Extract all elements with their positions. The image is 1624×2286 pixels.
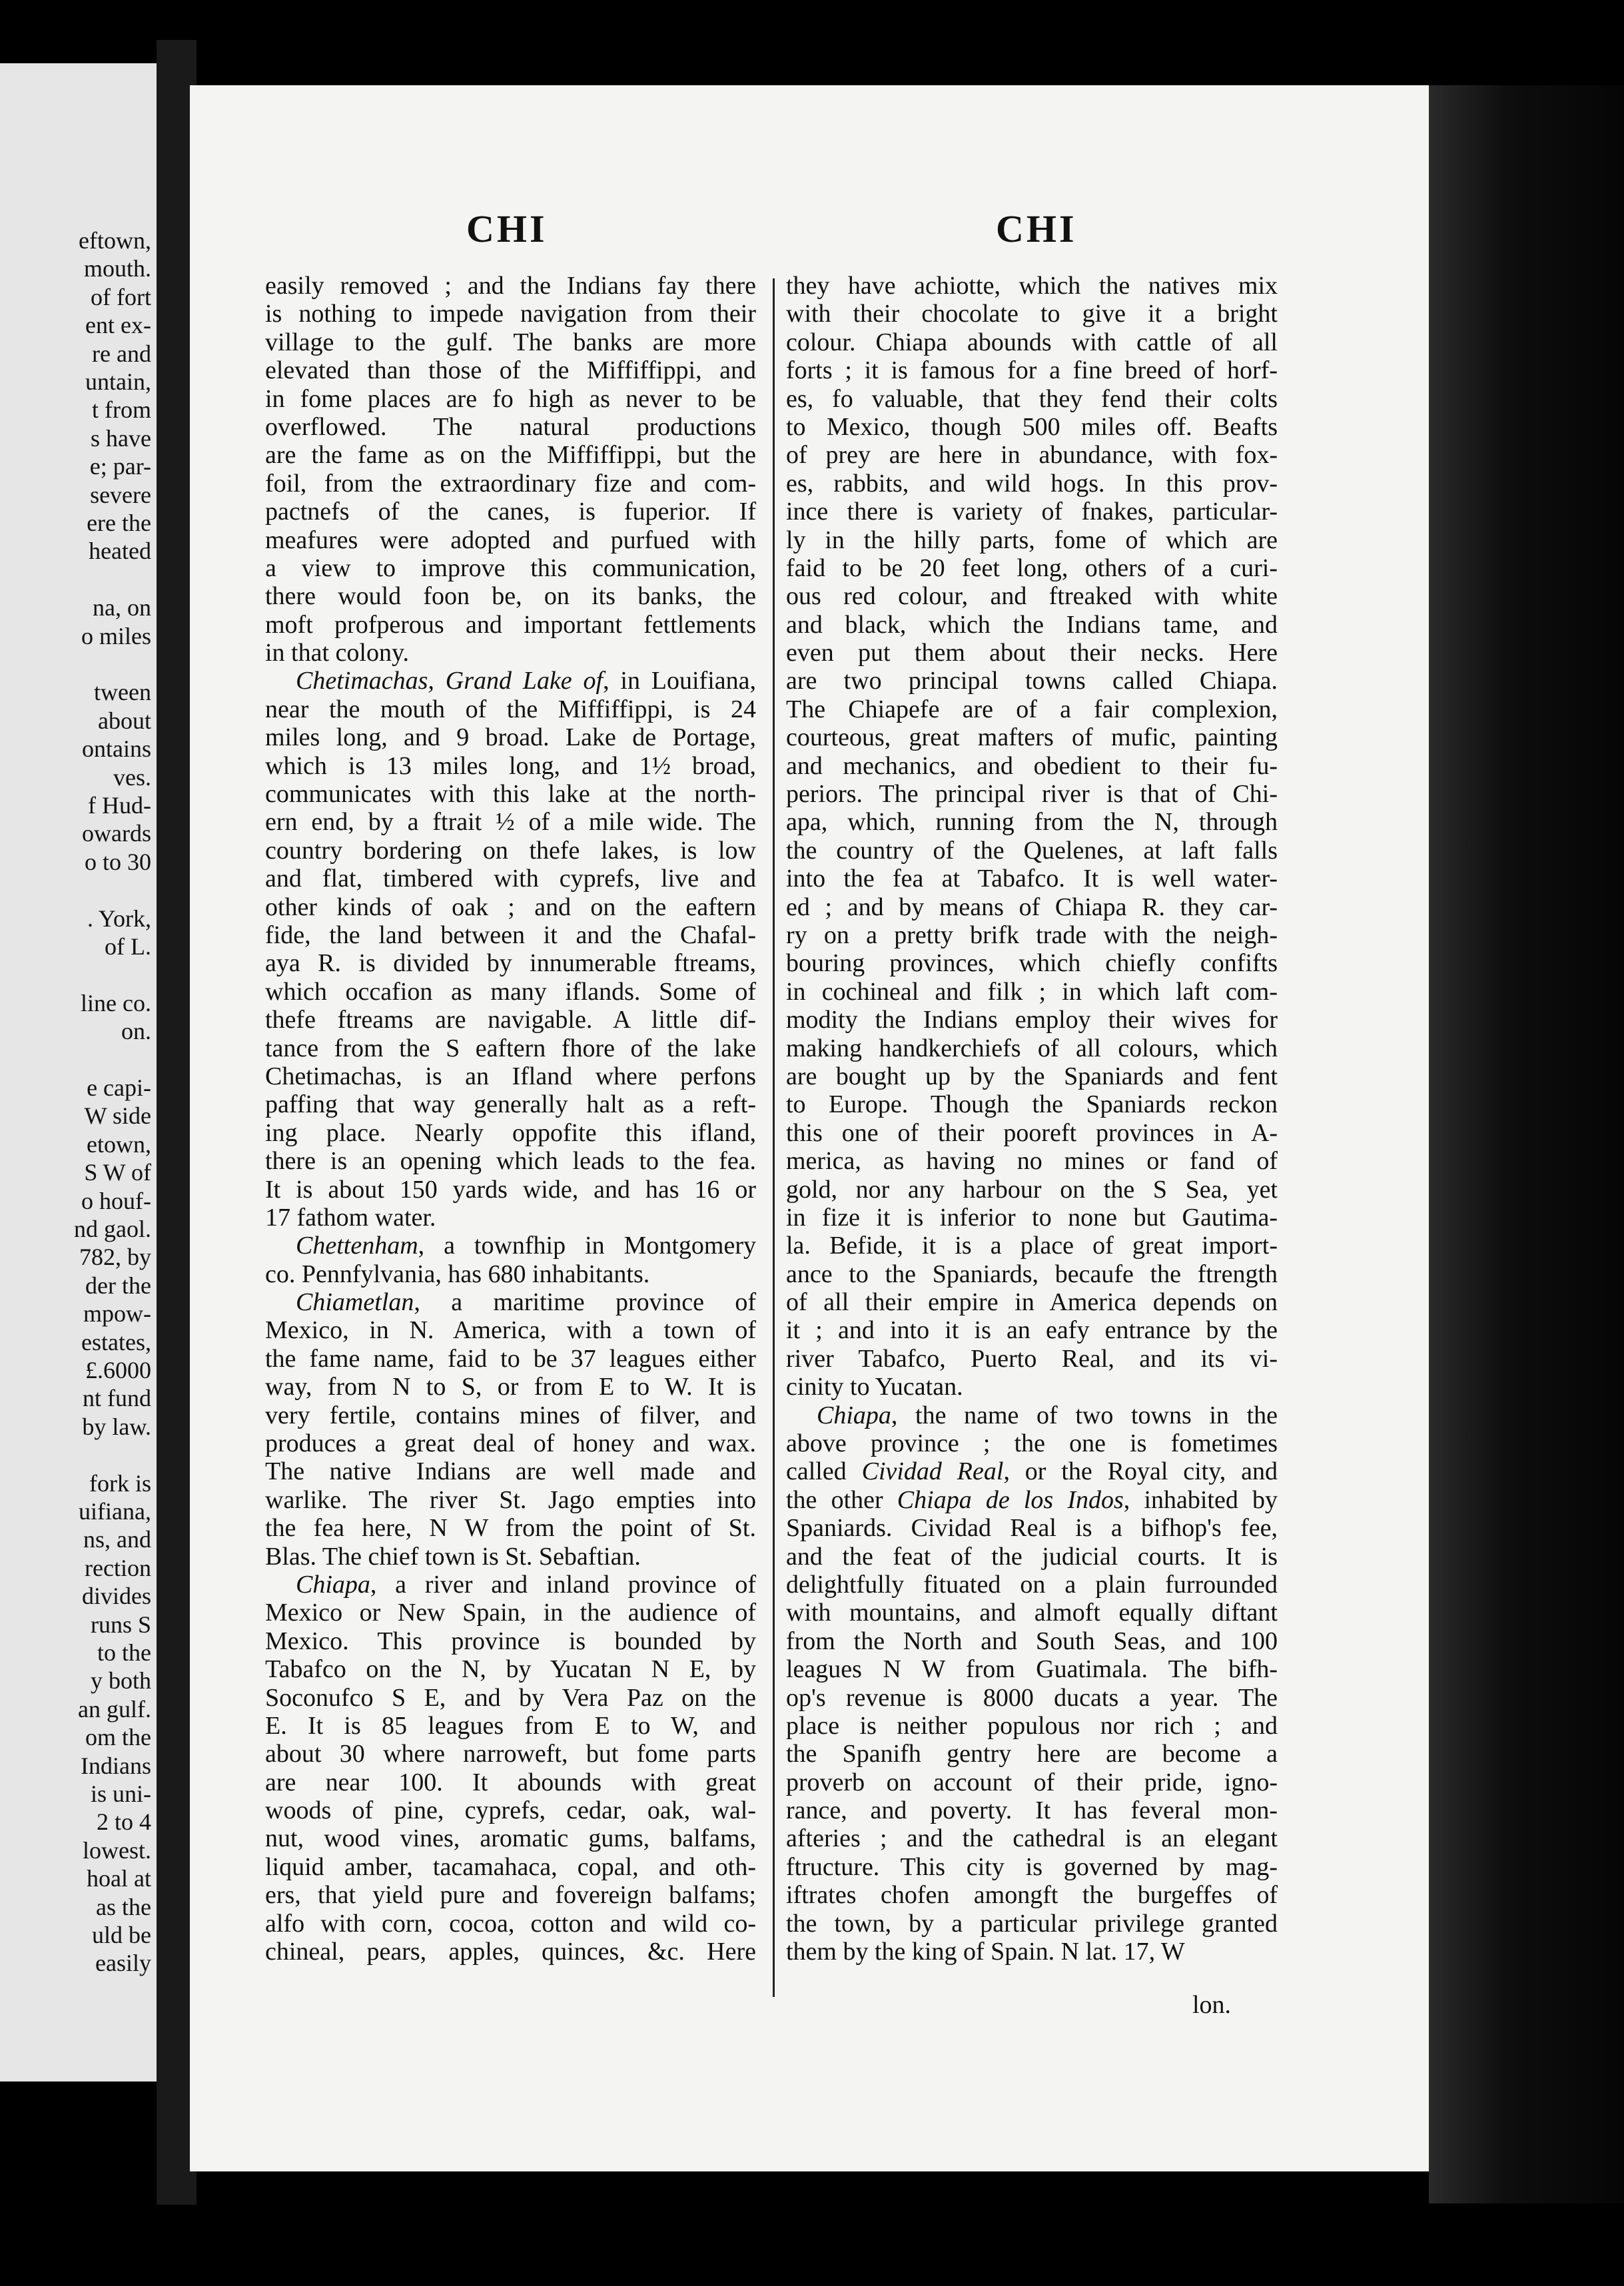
margin-fragment: lowest. [83, 1836, 151, 1864]
text-line: in fome places are fo high as never to be [265, 384, 756, 413]
column-divider [773, 278, 775, 1997]
text-line: thefe ftreams are navigable. A little dif- [265, 1006, 756, 1034]
text-line: ince there is variety of fnakes, particular- [786, 498, 1278, 526]
text-line: delightfully fituated on a plain furrounded [786, 1570, 1278, 1599]
text-line: ers, that yield pure and fovereign balfams; [265, 1881, 756, 1910]
text-line: making handkerchiefs of all colours, which [786, 1034, 1278, 1062]
margin-fragment: o miles [81, 622, 151, 649]
text-line: gold, nor any harbour on the S Sea, yet [786, 1175, 1278, 1204]
margin-fragment: ere the [87, 510, 151, 536]
margin-fragment: hoal at [87, 1865, 151, 1892]
text-line: Chiapa, a river and inland province of [296, 1570, 756, 1599]
text-line: in fize it is inferior to none but Gautima- [786, 1203, 1278, 1232]
text-line: are bought up by the Spaniards and fent [786, 1062, 1278, 1090]
margin-fragment: t from [92, 396, 151, 424]
text-line: bouring provinces, which chiefly confifts [786, 949, 1278, 978]
text-line: Tabafco on the N, by Yucatan N E, by [265, 1655, 756, 1684]
text-line: them by the king of Spain. N lat. 17, W [786, 1938, 1185, 1966]
text-line: merica, as having no mines or fand of [786, 1147, 1278, 1176]
margin-fragment: s have [91, 424, 151, 452]
margin-fragment: der the [85, 1272, 151, 1299]
margin-fragment: is uni- [90, 1780, 151, 1807]
margin-fragment: divides [82, 1583, 151, 1610]
text-line: The Chiapefe are of a fair complexion, [786, 695, 1278, 723]
text-line: overflowed. The natural productions [265, 412, 756, 441]
text-line: in cochineal and filk ; in which laft com- [786, 977, 1278, 1006]
text-line: ed ; and by means of Chiapa R. they car- [786, 893, 1278, 921]
text-line: place is neither populous nor rich ; and [786, 1711, 1278, 1740]
margin-fragment: om the [85, 1724, 151, 1751]
margin-fragment: an gulf. [78, 1695, 151, 1722]
text-line: above province ; the one is fometimes [786, 1429, 1278, 1458]
text-line: the fea here, N W from the point of St. [265, 1514, 756, 1543]
text-line: courteous, great mafters of mufic, painting [786, 723, 1278, 752]
margin-fragment: nt fund [83, 1385, 151, 1412]
text-line: there would foon be, on its banks, the [265, 582, 756, 611]
margin-fragment: e capi- [87, 1074, 151, 1101]
margin-fragment: as the [96, 1893, 151, 1920]
text-line: ance to the Spaniards, becaufe the ftrength [786, 1260, 1278, 1288]
margin-fragment: f Hud- [88, 792, 151, 819]
margin-fragment: heated [89, 538, 151, 565]
text-line: ing place. Nearly oppofite this ifland, [265, 1118, 756, 1147]
text-line: modity the Indians employ their wives for [786, 1006, 1278, 1034]
margin-fragment: ent ex- [85, 312, 151, 339]
text-line: the fame name, faid to be 37 leagues either [265, 1344, 756, 1373]
text-line: 17 fathom water. [265, 1203, 436, 1232]
text-line: they have achiotte, which the natives mix [786, 272, 1278, 300]
margin-fragment: line co. [81, 989, 151, 1016]
text-line: into the fea at Tabafco. It is well water- [786, 865, 1278, 893]
text-line: co. Pennfylvania, has 680 inhabitants. [265, 1260, 650, 1288]
text-line: la. Befide, it is a place of great import- [786, 1232, 1278, 1260]
margin-fragment: £.6000 [85, 1357, 151, 1383]
text-line: Mexico, in N. America, with a town of [265, 1316, 756, 1345]
margin-fragment: by law. [82, 1413, 151, 1440]
text-line: in that colony. [265, 639, 409, 667]
text-line: and the feat of the judicial courts. It is [786, 1542, 1278, 1571]
text-line: tance from the S eaftern fhore of the lake [265, 1034, 756, 1062]
text-line: woods of pine, cyprefs, cedar, oak, wal- [265, 1796, 756, 1825]
margin-fragment: tween [94, 679, 151, 706]
margin-fragment: uld be [92, 1922, 151, 1948]
text-line: Chettenham, a townfhip in Montgomery [296, 1232, 756, 1260]
text-line: Soconufco S E, and by Vera Paz on the [265, 1683, 756, 1712]
text-line: are the fame as on the Miffiffippi, but the [265, 441, 756, 470]
margin-fragment: untain, [85, 368, 151, 395]
text-line: is nothing to impede navigation from their [265, 300, 756, 328]
running-head-left: CHI [466, 207, 548, 250]
margin-fragment: y both [90, 1667, 151, 1695]
text-line: the other Chiapa de los Indos, inhabited by [786, 1485, 1278, 1514]
text-line: colour. Chiapa abounds with cattle of all [786, 328, 1278, 356]
text-line: foil, from the extraordinary fize and com- [265, 469, 756, 498]
text-line: The native Indians are well made and [265, 1457, 756, 1486]
margin-fragment: about [98, 707, 151, 734]
margin-fragment: o to 30 [84, 848, 151, 875]
margin-fragment: na, on [93, 594, 151, 621]
text-line: chineal, pears, apples, quinces, &c. Here [265, 1938, 756, 1966]
text-line: communicates with this lake at the north- [265, 780, 756, 809]
text-line: Chetimachas, is an Ifland where perfons [265, 1062, 756, 1090]
text-line: It is about 150 yards wide, and has 16 or [265, 1175, 756, 1204]
text-line: ly in the hilly parts, fome of which are [786, 526, 1278, 554]
text-line: very fertile, contains mines of filver, and [265, 1401, 756, 1429]
text-line: called Cividad Real, or the Royal city, and [786, 1457, 1278, 1486]
margin-fragment: eftown, [79, 227, 151, 254]
text-line: faid to be 20 feet long, others of a curi- [786, 554, 1278, 582]
margin-fragment: etown, [87, 1130, 151, 1158]
text-line: are two principal towns called Chiapa. [786, 667, 1278, 695]
text-line: fide, the land between it and the Chafal- [265, 921, 756, 949]
right-page-edge [1429, 85, 1624, 2203]
margin-fragment: runs S [90, 1611, 151, 1638]
text-line: Chiapa, the name of two towns in the [817, 1401, 1278, 1429]
text-line: elevated than those of the Miffiffippi, and [265, 356, 756, 385]
text-line: with their chocolate to give it a bright [786, 300, 1278, 328]
text-line: Blas. The chief town is St. Sebaftian. [265, 1542, 641, 1571]
margin-fragment: uifiana, [79, 1498, 151, 1525]
left-text-column [265, 272, 756, 1966]
margin-fragment: e; par- [89, 453, 151, 480]
text-line: country bordering on thefe lakes, is low [265, 836, 756, 865]
margin-fragment: easily [95, 1950, 151, 1977]
text-line: ry on a pretty brifk trade with the neigh- [786, 921, 1278, 949]
text-line: Mexico. This province is bounded by [265, 1627, 756, 1655]
text-line: op's revenue is 8000 ducats a year. The [786, 1683, 1278, 1712]
running-head-right: CHI [996, 207, 1077, 250]
text-line: aya R. is divided by innumerable ftreams, [265, 949, 756, 978]
text-line: alfo with corn, cocoa, cotton and wild co- [265, 1909, 756, 1938]
margin-fragment: ns, and [83, 1526, 151, 1553]
text-line: from the North and South Seas, and 100 [786, 1627, 1278, 1655]
margin-fragment: 2 to 4 [96, 1808, 151, 1836]
text-line: way, from N to S, or from E to W. It is [265, 1373, 756, 1401]
text-line: Mexico or New Spain, in the audience of [265, 1599, 756, 1627]
text-line: this one of their pooreft provinces in A- [786, 1118, 1278, 1147]
margin-fragment: on. [121, 1018, 151, 1045]
text-line: village to the gulf. The banks are more [265, 328, 756, 356]
text-line: about 30 where narroweft, but fome parts [265, 1740, 756, 1768]
margin-fragment: ontains [82, 735, 151, 763]
margin-fragment: rection [85, 1554, 151, 1581]
margin-fragment: severe [90, 481, 151, 508]
text-line: to Mexico, though 500 miles off. Beafts [786, 412, 1278, 441]
text-line: warlike. The river St. Jago empties into [265, 1485, 756, 1514]
text-line: periors. The principal river is that of Chi- [786, 780, 1278, 809]
text-line: easily removed ; and the Indians fay there [265, 272, 756, 300]
text-line: the Spanifh gentry here are become a [786, 1740, 1278, 1768]
text-line: the country of the Quelenes, at laft falls [786, 836, 1278, 865]
margin-fragment: to the [97, 1639, 151, 1666]
margin-fragment: re and [92, 340, 151, 367]
text-line: apa, which, running from the N, through [786, 808, 1278, 837]
text-line: forts ; it is famous for a fine breed of horf- [786, 356, 1278, 385]
margin-fragment: 782, by [79, 1244, 151, 1271]
text-line: pactnefs of the canes, is fuperior. If [265, 498, 756, 526]
margin-fragment: Indians [81, 1752, 151, 1779]
text-line: nut, wood vines, aromatic gums, balfams, [265, 1824, 756, 1853]
text-line: leagues N W from Guatimala. The bifh- [786, 1655, 1278, 1684]
margin-fragment: . York, [87, 905, 151, 932]
margin-fragment: o houf- [81, 1187, 151, 1214]
margin-fragment: S W of [84, 1159, 151, 1186]
text-line: a view to improve this communication, [265, 554, 756, 582]
margin-fragment: fork is [89, 1469, 151, 1497]
margin-fragment: nd gaol. [74, 1216, 151, 1242]
text-line: miles long, and 9 broad. Lake de Portage, [265, 723, 756, 752]
text-line: Chiametlan, a maritime province of [296, 1288, 756, 1317]
text-line: it ; and into it is an eafy entrance by the [786, 1316, 1278, 1345]
text-line: rance, and poverty. It has feveral mon- [786, 1796, 1278, 1825]
text-line: and flat, timbered with cyprefs, live and [265, 865, 756, 893]
text-line: other kinds of oak ; and on the eaftern [265, 893, 756, 921]
text-line: which occafion as many iflands. Some of [265, 977, 756, 1006]
text-line: liquid amber, tacamahaca, copal, and oth- [265, 1852, 756, 1881]
margin-fragment: ves. [113, 763, 151, 791]
text-line: cinity to Yucatan. [786, 1373, 963, 1401]
text-line: the town, by a particular privilege granted [786, 1909, 1278, 1938]
text-line: with mountains, and almoft equally diftant [786, 1599, 1278, 1627]
text-line: afteries ; and the cathedral is an elegant [786, 1824, 1278, 1853]
catchword: lon. [1192, 1991, 1232, 2019]
text-line: which is 13 miles long, and 1½ broad, [265, 751, 756, 780]
margin-fragment: owards [82, 820, 151, 847]
text-line: iftrates chofen amongft the burgeffes of [786, 1881, 1278, 1910]
text-line: ftructure. This city is governed by mag- [786, 1852, 1278, 1881]
text-line: and black, which the Indians tame, and [786, 610, 1278, 639]
text-line: ous red colour, and ftreaked with white [786, 582, 1278, 611]
text-line: proverb on account of their pride, igno- [786, 1768, 1278, 1796]
text-line: there is an opening which leads to the fea. [265, 1147, 756, 1176]
text-line: of all their empire in America depends on [786, 1288, 1278, 1317]
margin-fragment: estates, [81, 1328, 151, 1355]
text-line: paffing that way generally halt as a reft- [265, 1090, 756, 1119]
text-line: es, fo valuable, that they fend their colts [786, 384, 1278, 413]
margin-fragment: of fort [91, 283, 151, 310]
text-line: near the mouth of the Miffiffippi, is 24 [265, 695, 756, 723]
text-line: are near 100. It abounds with great [265, 1768, 756, 1796]
text-line: of prey are here in abundance, with fox- [786, 441, 1278, 470]
margin-fragment: W side [84, 1102, 151, 1130]
text-line: es, rabbits, and wild hogs. In this prov- [786, 469, 1278, 498]
right-text-column [786, 272, 1278, 1966]
margin-fragment: of L. [105, 933, 151, 960]
text-line: moft profperous and important fettlements [265, 610, 756, 639]
text-line: and mechanics, and obedient to their fu- [786, 751, 1278, 780]
text-line: produces a great deal of honey and wax. [265, 1429, 756, 1458]
text-line: river Tabafco, Puerto Real, and its vi- [786, 1344, 1278, 1373]
text-line: even put them about their necks. Here [786, 639, 1278, 667]
text-line: meafures were adopted and purfued with [265, 526, 756, 554]
text-line: Chetimachas, Grand Lake of, in Louifiana, [296, 667, 756, 695]
text-line: to Europe. Though the Spaniards reckon [786, 1090, 1278, 1119]
margin-fragment: mpow- [83, 1300, 151, 1328]
margin-fragment: mouth. [83, 255, 151, 282]
text-line: ern end, by a ftrait ½ of a mile wide. The [265, 808, 756, 837]
text-line: Spaniards. Cividad Real is a bifhop's fee, [786, 1514, 1278, 1543]
text-line: E. It is 85 leagues from E to W, and [265, 1711, 756, 1740]
